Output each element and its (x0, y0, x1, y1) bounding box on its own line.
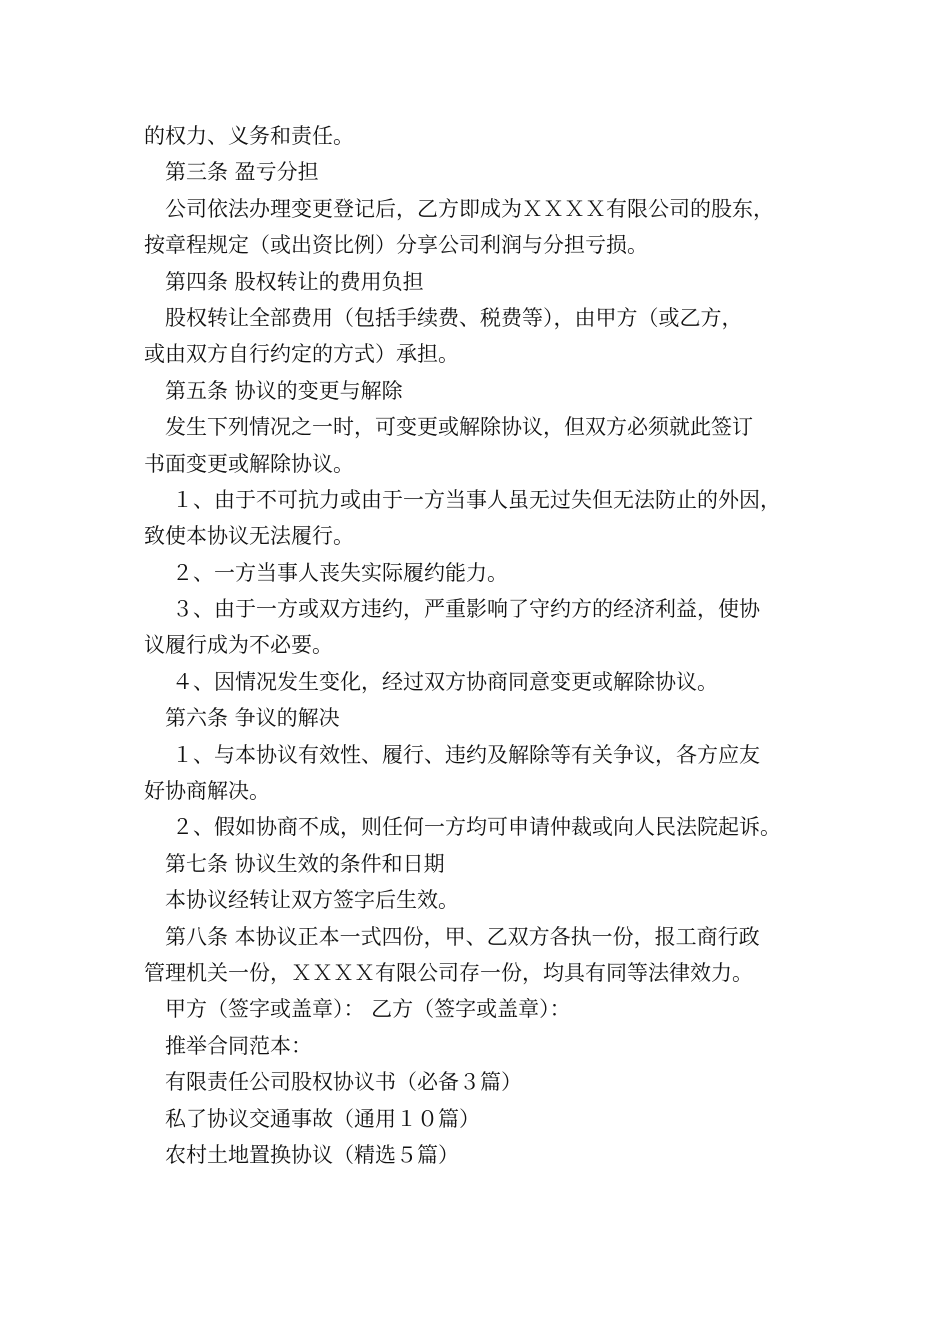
text-line: 发生下列情况之一时，可变更或解除协议，但双方必须就此签订 (165, 415, 753, 440)
text-line: 议履行成为不必要。 (144, 633, 333, 658)
list-item: １、由于不可抗力或由于一方当事人虽无过失但无法防止的外因， (172, 487, 781, 512)
text-line: 公司依法办理变更登记后，乙方即成为ＸＸＸＸ有限公司的股东， (165, 196, 774, 221)
recommend-link[interactable]: 有限责任公司股权协议书（必备３篇） (165, 1070, 522, 1095)
article-heading: 第四条 股权转让的费用负担 (165, 269, 424, 294)
text-line: 好协商解决。 (144, 779, 270, 804)
list-item: ２、一方当事人丧失实际履约能力。 (172, 560, 508, 585)
text-line: 本协议经转让双方签字后生效。 (165, 888, 459, 913)
list-item: １、与本协议有效性、履行、违约及解除等有关争议，各方应友 (172, 742, 760, 767)
text-line: 致使本协议无法履行。 (144, 524, 354, 549)
article-heading: 第六条 争议的解决 (165, 706, 340, 731)
article-heading: 第八条 本协议正本一式四份，甲、乙双方各执一份，报工商行政 (165, 924, 760, 949)
list-item: ２、假如协商不成，则任何一方均可申请仲裁或向人民法院起诉。 (172, 815, 781, 840)
text-line: 的权力、义务和责任。 (144, 124, 354, 148)
text-line: 书面变更或解除协议。 (144, 451, 354, 476)
text-line: 管理机关一份，ＸＸＸＸ有限公司存一份，均具有同等法律效力。 (144, 960, 753, 985)
article-heading: 第七条 协议生效的条件和日期 (165, 851, 445, 876)
text-line: 或由双方自行约定的方式）承担。 (144, 342, 459, 367)
recommend-link[interactable]: 农村土地置换协议（精选５篇） (165, 1142, 459, 1167)
list-item: ３、由于一方或双方违约，严重影响了守约方的经济利益，使协 (172, 597, 760, 622)
recommend-heading: 推举合同范本： (165, 1033, 312, 1058)
signature-line: 甲方（签字或盖章）： 乙方（签字或盖章）： (165, 997, 571, 1022)
text-line: 按章程规定（或出资比例）分享公司利润与分担亏损。 (144, 233, 648, 258)
text-line: 股权转让全部费用（包括手续费、税费等），由甲方（或乙方， (165, 305, 743, 330)
document-body (144, 118, 824, 1173)
article-heading: 第三条 盈亏分担 (165, 160, 319, 185)
list-item: ４、因情况发生变化，经过双方协商同意变更或解除协议。 (172, 669, 718, 694)
recommend-link[interactable]: 私了协议交通事故（通用１０篇） (165, 1106, 480, 1131)
article-heading: 第五条 协议的变更与解除 (165, 378, 403, 403)
